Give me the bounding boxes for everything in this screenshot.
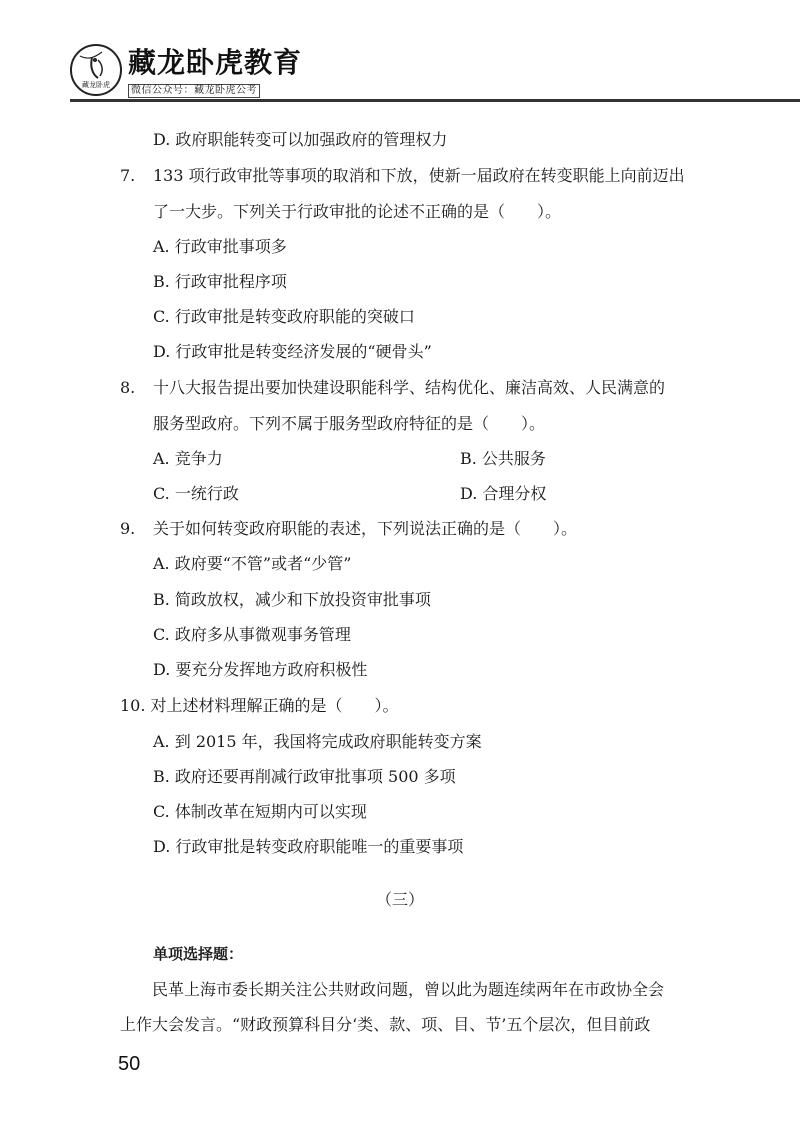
question-number: 9. xyxy=(120,519,136,538)
option-line: A. 政府要“不管”或者“少管” xyxy=(153,554,352,573)
question-text: 10. 对上述材料理解正确的是（ ）。 xyxy=(120,696,399,715)
section-heading: 单项选择题： xyxy=(153,945,244,963)
header-rule xyxy=(70,99,800,102)
section-title: （三） xyxy=(375,890,424,909)
question-number: 7. xyxy=(120,166,136,185)
question-text: 十八大报告提出要加快建设职能科学、结构优化、廉洁高效、人民满意的 xyxy=(153,378,666,397)
option-line: C. 体制改革在短期内可以实现 xyxy=(153,802,367,821)
option-line: A. 行政审批事项多 xyxy=(153,237,287,256)
option-line: B. 公共服务 xyxy=(460,449,546,468)
option-line: B. 政府还要再削减行政审批事项 500 多项 xyxy=(153,767,456,786)
option-line: B. 简政放权，减少和下放投资审批事项 xyxy=(153,590,431,609)
option-line: D. 行政审批是转变经济发展的“硬骨头” xyxy=(153,342,432,361)
option-line: C. 行政审批是转变政府职能的突破口 xyxy=(153,307,415,326)
question-text: 133 项行政审批等事项的取消和下放，使新一届政府在转变职能上向前迈出 xyxy=(153,166,685,185)
option-line: D. 政府职能转变可以加强政府的管理权力 xyxy=(153,130,448,149)
option-line: A. 到 2015 年，我国将完成政府职能转变方案 xyxy=(153,732,482,751)
option-line: B. 行政审批程序项 xyxy=(153,272,287,291)
question-text: 了一大步。下列关于行政审批的论述不正确的是（ ）。 xyxy=(153,202,562,221)
question-text: 服务型政府。下列不属于服务型政府特征的是（ ）。 xyxy=(153,414,546,433)
paragraph-line: 民革上海市委长期关注公共财政问题，曾以此为题连续两年在市政协全会 xyxy=(120,980,665,999)
question-number: 8. xyxy=(120,378,136,397)
logo-text: 藏龙卧虎 xyxy=(82,81,110,89)
option-line: D. 合理分权 xyxy=(460,484,547,503)
option-line: A. 竞争力 xyxy=(153,449,223,468)
brand-name: 藏龙卧虎教育 xyxy=(128,46,303,79)
brand-subtitle: 微信公众号：藏龙卧虎公考 xyxy=(128,84,260,98)
page-number: 50 xyxy=(118,1053,141,1075)
page-header xyxy=(0,0,800,108)
option-line: C. 政府多从事微观事务管理 xyxy=(153,625,351,644)
option-line: D. 要充分发挥地方政府积极性 xyxy=(153,660,368,679)
question-text: 关于如何转变政府职能的表述，下列说法正确的是（ ）。 xyxy=(153,519,578,538)
paragraph-line: 上作大会发言。“财政预算科目分‘类、款、项、目、节’五个层次，但目前政 xyxy=(120,1015,651,1034)
option-line: C. 一统行政 xyxy=(153,484,239,503)
logo xyxy=(70,44,122,96)
option-line: D. 行政审批是转变政府职能唯一的重要事项 xyxy=(153,837,464,856)
